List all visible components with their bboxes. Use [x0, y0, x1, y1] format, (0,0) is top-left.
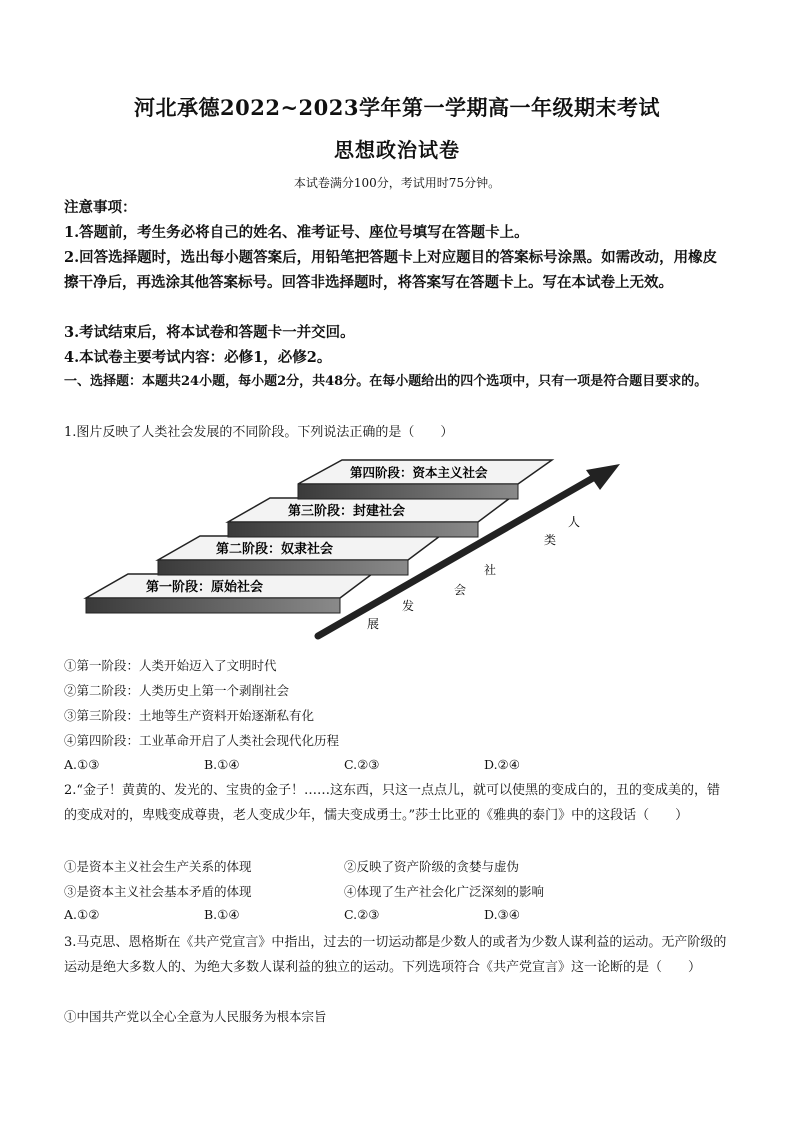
q2-statement-1: ①是资本主义社会生产关系的体现: [64, 859, 252, 874]
notice-heading: 注意事项：: [64, 199, 137, 216]
q2-option-b[interactable]: B.①④: [204, 907, 240, 922]
stage-1-label: 第一阶段：原始社会: [146, 580, 264, 595]
q3-stem: 3.马克思、恩格斯在《共产党宣言》中指出，过去的一切运动都是少数人的或者为少数人谋利益的运动。无产阶级的运动是绝大多数人的、为绝大多数人谋利益的独立的运动。下列选项符合《共产党宣言》这一论断的是（ ）: [64, 935, 727, 975]
arrow-char-3: 社: [484, 563, 497, 577]
arrow-char-5: 发: [402, 599, 415, 613]
stage-1-riser: [86, 598, 340, 613]
development-arrow-head: [586, 464, 620, 490]
exam-subtitle: 思想政治试卷: [334, 138, 460, 162]
q1-option-c[interactable]: C.②③: [344, 757, 380, 772]
stage-4-riser: [298, 484, 518, 499]
stage-3-riser: [228, 522, 478, 537]
q1-option-a[interactable]: A.①③: [64, 757, 100, 772]
q1-stem: 1.图片反映了人类社会发展的不同阶段。下列说法正确的是（ ）: [64, 425, 454, 440]
q2-statement-3: ③是资本主义社会基本矛盾的体现: [64, 884, 252, 899]
q1-statement-3: ③第三阶段：土地等生产资料开始逐渐私有化: [64, 708, 315, 723]
q2-option-d[interactable]: D.③④: [484, 907, 520, 922]
exam-title: 河北承德2022~2023学年第一学期高一年级期末考试: [134, 95, 660, 120]
arrow-char-1: 人: [568, 515, 581, 529]
q1-statement-4: ④第四阶段：工业革命开启了人类社会现代化历程: [64, 733, 340, 748]
section-heading: 一、选择题：本题共24小题，每小题2分，共48分。在每小题给出的四个选项中，只有一项是符合题目要求的。: [64, 374, 708, 389]
social-development-staircase: [60, 450, 640, 650]
q1-statement-1: ①第一阶段：人类开始迈入了文明时代: [64, 658, 277, 673]
stage-4-label: 第四阶段：资本主义社会: [350, 465, 488, 480]
arrow-char-2: 类: [544, 533, 557, 547]
q2-statement-4: ④体现了生产社会化广泛深刻的影响: [344, 884, 545, 899]
notice-item-3: 3.考试结束后，将本试卷和答题卡一并交回。: [64, 324, 355, 341]
notice-item-1: 1.答题前，考生务必将自己的姓名、准考证号、座位号填写在答题卡上。: [64, 224, 529, 241]
q1-option-b[interactable]: B.①④: [204, 757, 240, 772]
q1-statement-2: ②第二阶段：人类历史上第一个剥削社会: [64, 683, 290, 698]
stage-2-label: 第二阶段：奴隶社会: [216, 542, 334, 557]
q3-statement-1: ①中国共产党以全心全意为人民服务为根本宗旨: [64, 1009, 327, 1024]
arrow-char-4: 会: [454, 583, 467, 597]
q2-statement-2: ②反映了资产阶级的贪婪与虚伪: [344, 859, 520, 874]
stage-3-label: 第三阶段：封建社会: [288, 504, 406, 519]
q2-option-c[interactable]: C.②③: [344, 907, 380, 922]
exam-note: 本试卷满分100分，考试用时75分钟。: [293, 176, 501, 190]
q2-stem: 2.“金子！黄黄的、发光的、宝贵的金子！……这东西，只这一点点儿，就可以使黑的变成白的，丑的变成美的，错的变成对的，卑贱变成尊贵，老人变成少年，懦夫变成勇士。”莎士比亚的《雅典的泰门》中的这段话（ ）: [64, 783, 721, 823]
q2-option-a[interactable]: A.①②: [64, 907, 100, 922]
q1-option-d[interactable]: D.②④: [484, 757, 520, 772]
notice-item-2: 2.回答选择题时，选出每小题答案后，用铅笔把答题卡上对应题目的答案标号涂黑。如需改动，用橡皮擦干净后，再选涂其他答案标号。回答非选择题时，将答案写在答题卡上。写在本试卷上无效。: [64, 249, 718, 291]
notice-item-4: 4.本试卷主要考试内容：必修1，必修2。: [64, 349, 332, 366]
stage-2-riser: [158, 560, 408, 575]
arrow-char-6: 展: [367, 617, 380, 631]
